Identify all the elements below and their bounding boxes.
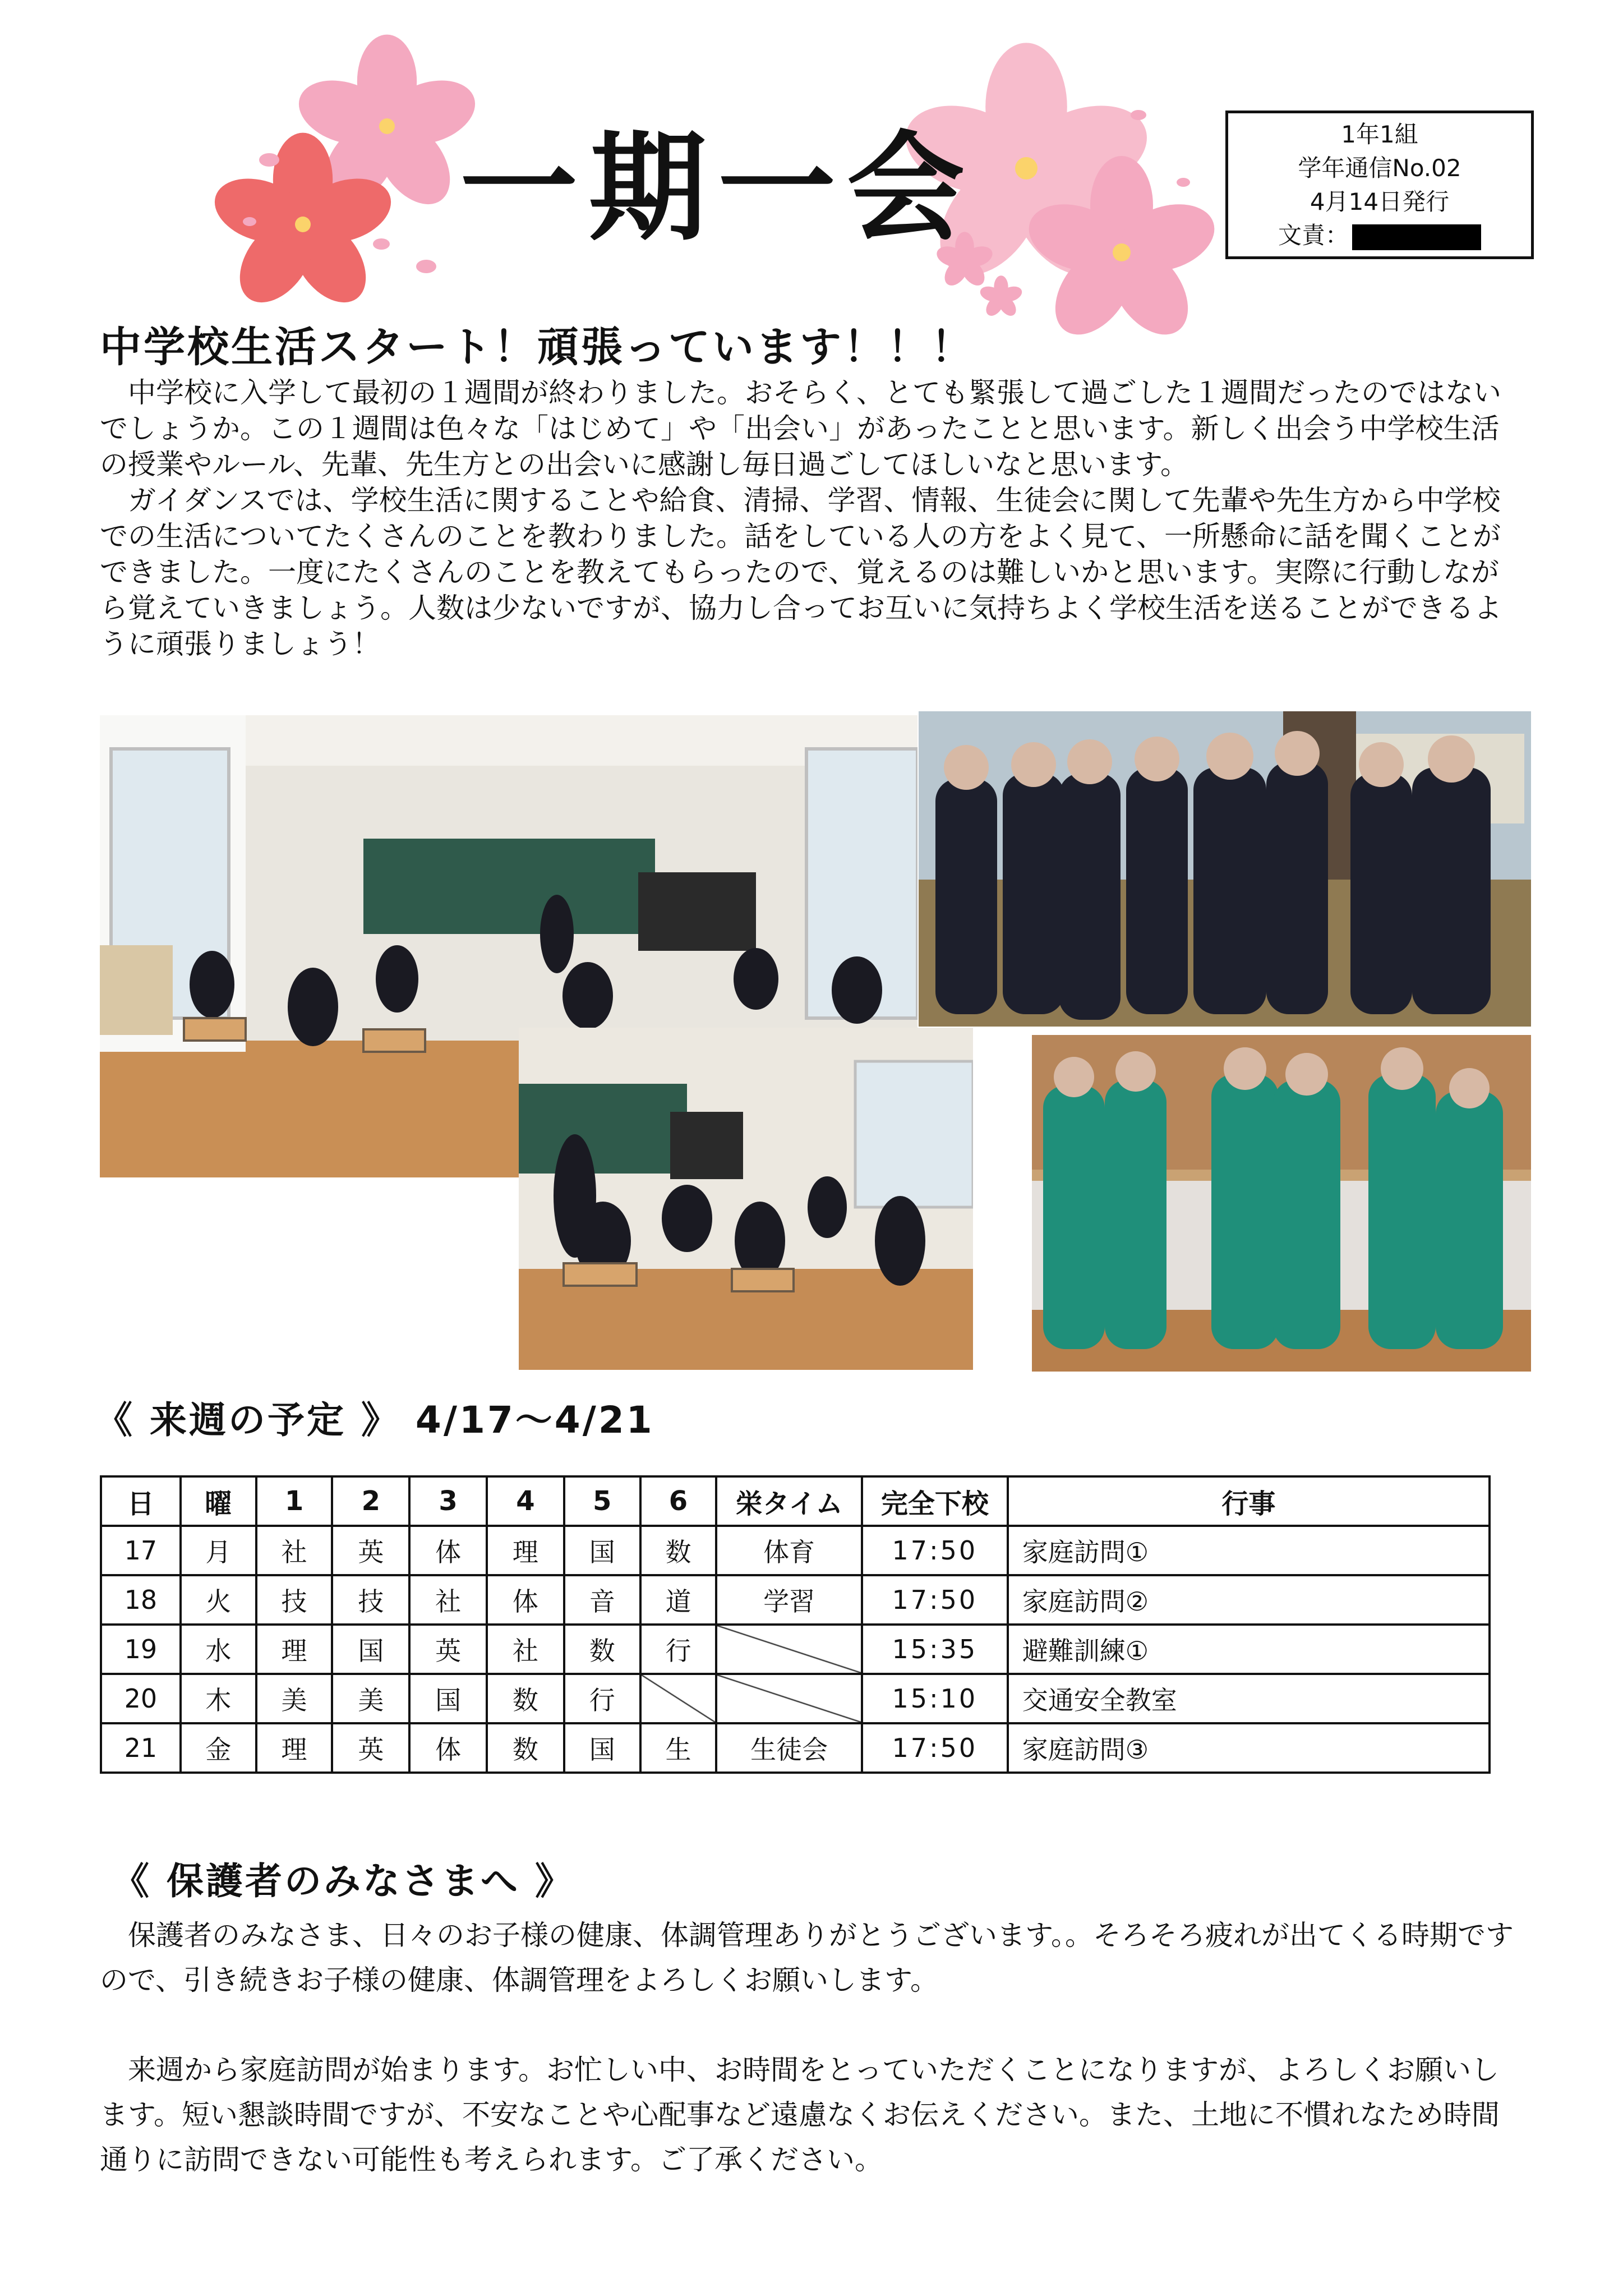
column-header: 1 bbox=[256, 1476, 333, 1526]
period-cell: 生 bbox=[640, 1723, 717, 1773]
article-paragraph: ガイダンスでは、学校生活に関することや給食、清掃、学習、情報、生徒会に関して先輩や先生方から中学校での生活についてたくさんのことを教わりました。話をしている人の方をよく見て、一所懸命に話を聞くことができました。一度にたくさんのことを教えてもらったので、覚えるのは難しいかと思います。実際に行動しながら覚えていきましょう。人数は少ないですが、協力し合ってお互いに気持ちよく学校生活を送ることができるように頑張りましょう！ bbox=[100, 484, 1502, 660]
column-header: 曜 bbox=[181, 1476, 256, 1526]
period-cell: 英 bbox=[409, 1625, 487, 1674]
day-cell: 20 bbox=[101, 1674, 181, 1723]
day-cell: 17 bbox=[101, 1526, 181, 1575]
dismissal-time-cell: 15:35 bbox=[862, 1625, 1008, 1674]
dismissal-time-cell: 17:50 bbox=[862, 1723, 1008, 1773]
column-header: 3 bbox=[409, 1476, 487, 1526]
period-cell: 国 bbox=[332, 1625, 409, 1674]
dismissal-time-cell: 17:50 bbox=[862, 1526, 1008, 1575]
weekday-cell: 水 bbox=[181, 1625, 256, 1674]
period-cell: 音 bbox=[564, 1575, 640, 1625]
table-row bbox=[101, 1674, 1490, 1723]
period-cell-empty bbox=[640, 1674, 717, 1723]
event-cell: 家庭訪問② bbox=[1008, 1575, 1490, 1625]
author-label: 文責： bbox=[1278, 222, 1349, 249]
issue-info-box bbox=[1225, 111, 1534, 259]
author-line bbox=[1228, 219, 1531, 252]
period-cell: 国 bbox=[409, 1674, 487, 1723]
sakae-time-cell-empty bbox=[716, 1674, 862, 1723]
period-cell: 社 bbox=[409, 1575, 487, 1625]
day-cell: 21 bbox=[101, 1723, 181, 1773]
sakae-time-cell: 学習 bbox=[716, 1575, 862, 1625]
period-cell: 体 bbox=[409, 1723, 487, 1773]
period-cell: 美 bbox=[332, 1674, 409, 1723]
column-header: 2 bbox=[332, 1476, 409, 1526]
period-cell: 美 bbox=[256, 1674, 333, 1723]
period-cell: 技 bbox=[256, 1575, 333, 1625]
period-cell: 体 bbox=[409, 1526, 487, 1575]
weekday-cell: 木 bbox=[181, 1674, 256, 1723]
article-headline: 中学校生活スタート！頑張っています！！！ bbox=[100, 323, 975, 371]
weekday-cell: 金 bbox=[181, 1723, 256, 1773]
column-header: 6 bbox=[640, 1476, 717, 1526]
event-cell: 交通安全教室 bbox=[1008, 1674, 1490, 1723]
event-cell: 避難訓練① bbox=[1008, 1625, 1490, 1674]
period-cell: 道 bbox=[640, 1575, 717, 1625]
column-header: 5 bbox=[564, 1476, 640, 1526]
column-header: 栄タイム bbox=[716, 1476, 862, 1526]
issue-date: 4月14日発行 bbox=[1310, 188, 1450, 215]
period-cell: 国 bbox=[564, 1723, 640, 1773]
column-header: 行事 bbox=[1008, 1476, 1490, 1526]
column-header: 4 bbox=[487, 1476, 564, 1526]
period-cell: 国 bbox=[564, 1526, 640, 1575]
period-cell: 理 bbox=[256, 1625, 333, 1674]
newsletter-title: 一期一会 bbox=[460, 118, 976, 257]
event-cell: 家庭訪問③ bbox=[1008, 1723, 1490, 1773]
parents-paragraph: 来週から家庭訪問が始まります。お忙しい中、お時間をとっていただくことになりますが、よろしくお願いします。短い懇談時間ですが、不安なことや心配事など遠慮なくお伝えください。また、土地に不慣れなため時間通りに訪問できない可能性も考えられます。ご了承ください。 bbox=[100, 2054, 1500, 2176]
schedule-heading: 《 来週の予定 》 4/17～4/21 bbox=[95, 1398, 654, 1442]
period-cell: 理 bbox=[256, 1723, 333, 1773]
period-cell: 行 bbox=[640, 1625, 717, 1674]
period-cell: 数 bbox=[640, 1526, 717, 1575]
period-cell: 数 bbox=[487, 1723, 564, 1773]
period-cell: 英 bbox=[332, 1723, 409, 1773]
table-row bbox=[101, 1526, 1490, 1575]
newsletter-number: 学年通信No.02 bbox=[1298, 154, 1461, 182]
redacted-author-name bbox=[1352, 224, 1481, 250]
table-row bbox=[101, 1625, 1490, 1674]
parents-message bbox=[100, 1913, 1524, 2227]
dismissal-time-cell: 15:10 bbox=[862, 1674, 1008, 1723]
period-cell: 社 bbox=[256, 1526, 333, 1575]
table-row bbox=[101, 1575, 1490, 1625]
event-cell: 家庭訪問① bbox=[1008, 1526, 1490, 1575]
period-cell: 理 bbox=[487, 1526, 564, 1575]
sakae-time-cell: 体育 bbox=[716, 1526, 862, 1575]
article-body bbox=[100, 375, 1524, 662]
period-cell: 数 bbox=[564, 1625, 640, 1674]
weekday-cell: 火 bbox=[181, 1575, 256, 1625]
photo-classroom-circle bbox=[519, 1028, 973, 1370]
column-header: 完全下校 bbox=[862, 1476, 1008, 1526]
photo-students-outdoors bbox=[919, 711, 1531, 1027]
schedule-table bbox=[100, 1475, 1491, 1774]
sakae-time-cell-empty bbox=[716, 1625, 862, 1674]
photo-gym-jerseys bbox=[1032, 1035, 1531, 1372]
schedule-header-row bbox=[101, 1476, 1490, 1526]
parents-paragraph: 保護者のみなさま、日々のお子様の健康、体調管理ありがとうございます。。そろそろ疲れが出てくる時期ですので、引き続きお子様の健康、体調管理をよろしくお願いします。 bbox=[100, 1919, 1514, 1996]
period-cell: 数 bbox=[487, 1674, 564, 1723]
period-cell: 体 bbox=[487, 1575, 564, 1625]
dismissal-time-cell: 17:50 bbox=[862, 1575, 1008, 1625]
weekday-cell: 月 bbox=[181, 1526, 256, 1575]
period-cell: 社 bbox=[487, 1625, 564, 1674]
article-paragraph: 中学校に入学して最初の１週間が終わりました。おそらく、とても緊張して過ごした１週間だったのではないでしょうか。この１週間は色々な「はじめて」や「出会い」があったことと思います。新しく出会う中学校生活の授業やルール、先輩、先生方との出会いに感謝し毎日過ごしてほしいなと思います。 bbox=[100, 376, 1501, 481]
period-cell: 技 bbox=[332, 1575, 409, 1625]
column-header: 日 bbox=[101, 1476, 181, 1526]
sakae-time-cell: 生徒会 bbox=[716, 1723, 862, 1773]
day-cell: 19 bbox=[101, 1625, 181, 1674]
class-name: 1年1組 bbox=[1341, 121, 1418, 148]
period-cell: 行 bbox=[564, 1674, 640, 1723]
day-cell: 18 bbox=[101, 1575, 181, 1625]
table-row bbox=[101, 1723, 1490, 1773]
period-cell: 英 bbox=[332, 1526, 409, 1575]
parents-heading: 《 保護者のみなさまへ 》 bbox=[112, 1860, 574, 1903]
